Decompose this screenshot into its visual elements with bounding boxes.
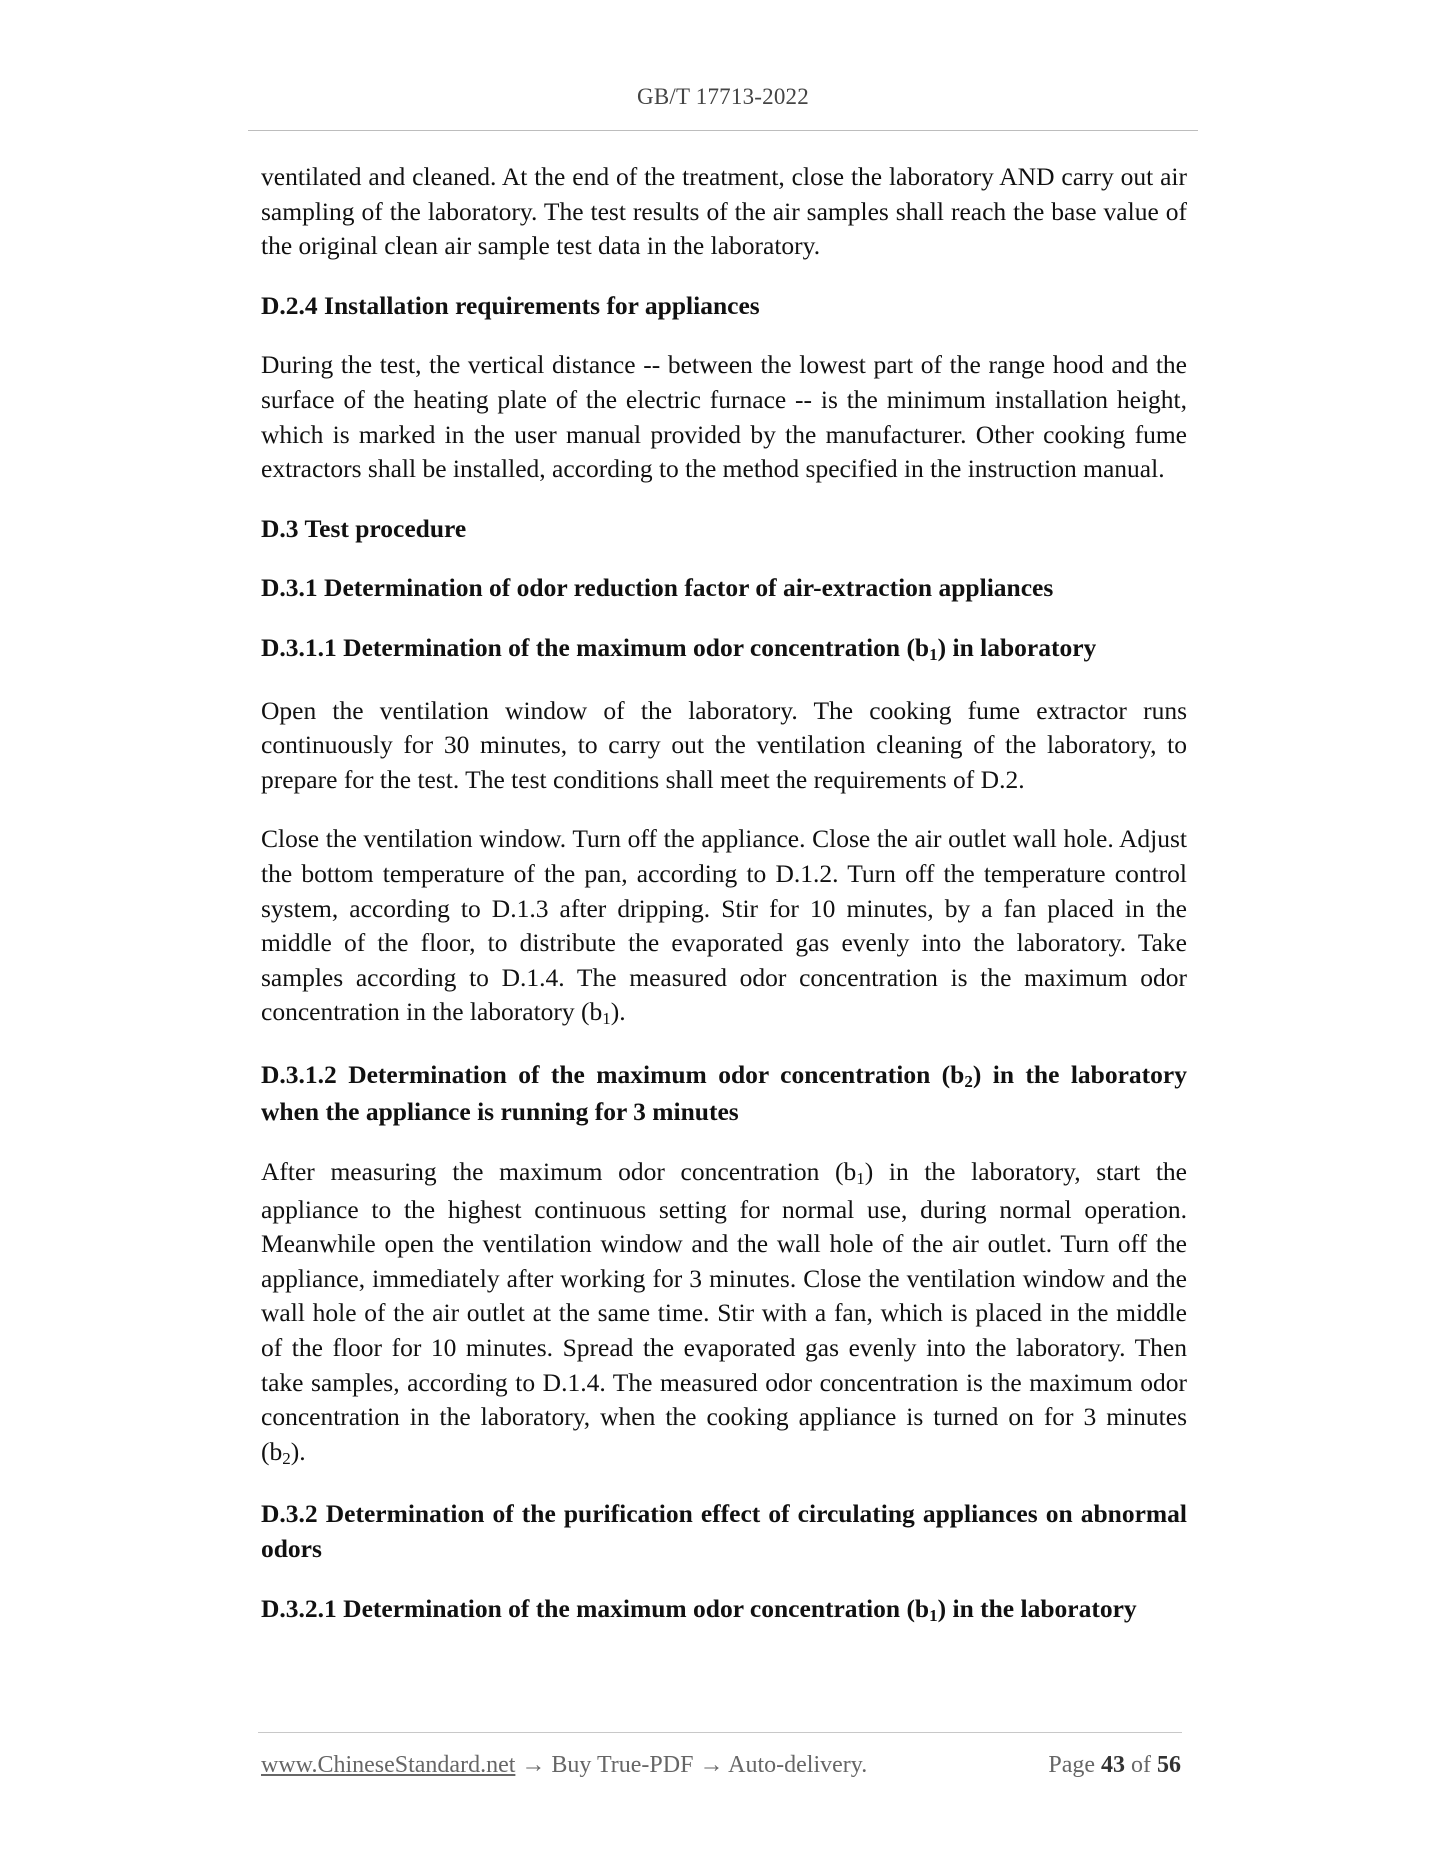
heading-d-3-1-1 xyxy=(261,631,1187,669)
paragraph-text: After measuring the maximum odor concentration (b xyxy=(261,1157,857,1187)
paragraph-intro: ventilated and cleaned. At the end of the treatment, close the laboratory AND carry out air sampling of the laboratory. The test results of the air samples shall reach the base value of the original clean air sample test data in the laboratory. xyxy=(261,162,1187,261)
page-total: 56 xyxy=(1157,1752,1181,1778)
subscript: 1 xyxy=(929,1605,938,1625)
heading-text: ) in the laboratory xyxy=(937,1593,1137,1623)
page-label: Page xyxy=(1048,1752,1095,1778)
subscript: 1 xyxy=(602,1009,611,1029)
paragraph-d-3-1-1-b xyxy=(261,822,1187,1033)
footer-promo xyxy=(261,1752,867,1779)
arrow-icon: → xyxy=(521,1752,546,1778)
heading-d-3-2-1 xyxy=(261,1592,1187,1630)
paragraph-d-3-1-2 xyxy=(261,1155,1187,1472)
paragraph-text: ). xyxy=(610,997,626,1027)
paragraph-d-2-4: During the test, the vertical distance -- between the lowest part of the range hood and the surface of the heating plate of the electric furnace -- is the minimum installation height, which is marked in the user manual provided by the manufacturer. Other cooking fume extractors shall be installed, according to the method specified in the instruction manual. xyxy=(261,350,1187,484)
heading-text: ) in laboratory xyxy=(937,632,1097,662)
of-label: of xyxy=(1131,1752,1151,1778)
heading-d-3-1-2 xyxy=(261,1058,1187,1130)
heading-text: D.3.1.1 Determination of the maximum odor concentration (b xyxy=(261,632,930,662)
heading-text: ) in the laboratory when the appliance is running for 3 minutes xyxy=(261,1059,1187,1127)
subscript: 2 xyxy=(282,1448,291,1468)
heading-d-3: D.3 Test procedure xyxy=(261,513,467,543)
page-number: 43 xyxy=(1101,1752,1125,1778)
page-body xyxy=(261,160,1187,1654)
header-divider xyxy=(248,130,1198,131)
running-header: GB/T 17713-2022 xyxy=(637,84,809,109)
delivery-text: Auto-delivery. xyxy=(728,1752,868,1778)
subscript: 2 xyxy=(964,1071,973,1091)
heading-text: D.3.1.2 Determination of the maximum odor concentration (b xyxy=(261,1059,965,1089)
paragraph-text: ). xyxy=(290,1436,306,1466)
heading-d-2-4: D.2.4 Installation requirements for appliances xyxy=(261,290,760,320)
arrow-icon: → xyxy=(699,1752,724,1778)
paragraph-text: ) in the laboratory, start the appliance to the highest continuous setting for normal use, during normal operation. Meanwhile open the ventilation window and the wall hole of the air outlet. Turn off the appliance, immediately after working for 3 minutes. Close the ventilation window and the wall hole of the air outlet at the same time. Stir with a fan, which is placed in the middle of the floor for 10 minutes. Spread the evaporated gas evenly into the laboratory. Then take samples, according to D.1.4. The measured odor concentration is the maximum odor concentration in the laboratory, when the cooking appliance is turned on for 3 minutes (b xyxy=(261,1157,1187,1466)
subscript: 1 xyxy=(856,1169,865,1189)
heading-d-3-2: D.3.2 Determination of the purification effect of circulating appliances on abnormal odors xyxy=(261,1499,1187,1563)
heading-text: D.3.2.1 Determination of the maximum odor concentration (b xyxy=(261,1593,930,1623)
paragraph-text: Close the ventilation window. Turn off the appliance. Close the air outlet wall hole. Adjust the bottom temperature of the pan, according to D.1.2. Turn off the temperature control system, according to D.1.3 after dripping. Stir for 10 minutes, by a fan placed in the middle of the floor, to distribute the evaporated gas evenly into the laboratory. Take samples according to D.1.4. The measured odor concentration is the maximum odor concentration in the laboratory (b xyxy=(261,824,1187,1027)
subscript: 1 xyxy=(929,644,938,664)
website-link[interactable]: www.ChineseStandard.net xyxy=(261,1752,516,1778)
page-counter xyxy=(1048,1752,1181,1779)
buy-text: Buy True-PDF xyxy=(551,1752,694,1778)
heading-d-3-1: D.3.1 Determination of odor reduction factor of air-extraction appliances xyxy=(261,573,1054,603)
footer-divider xyxy=(258,1732,1182,1733)
paragraph-d-3-1-1-a: Open the ventilation window of the laboratory. The cooking fume extractor runs continuously for 30 minutes, to carry out the ventilation cleaning of the laboratory, to prepare for the test. The test conditions shall meet the requirements of D.2. xyxy=(261,695,1187,794)
page-footer xyxy=(261,1752,1181,1786)
